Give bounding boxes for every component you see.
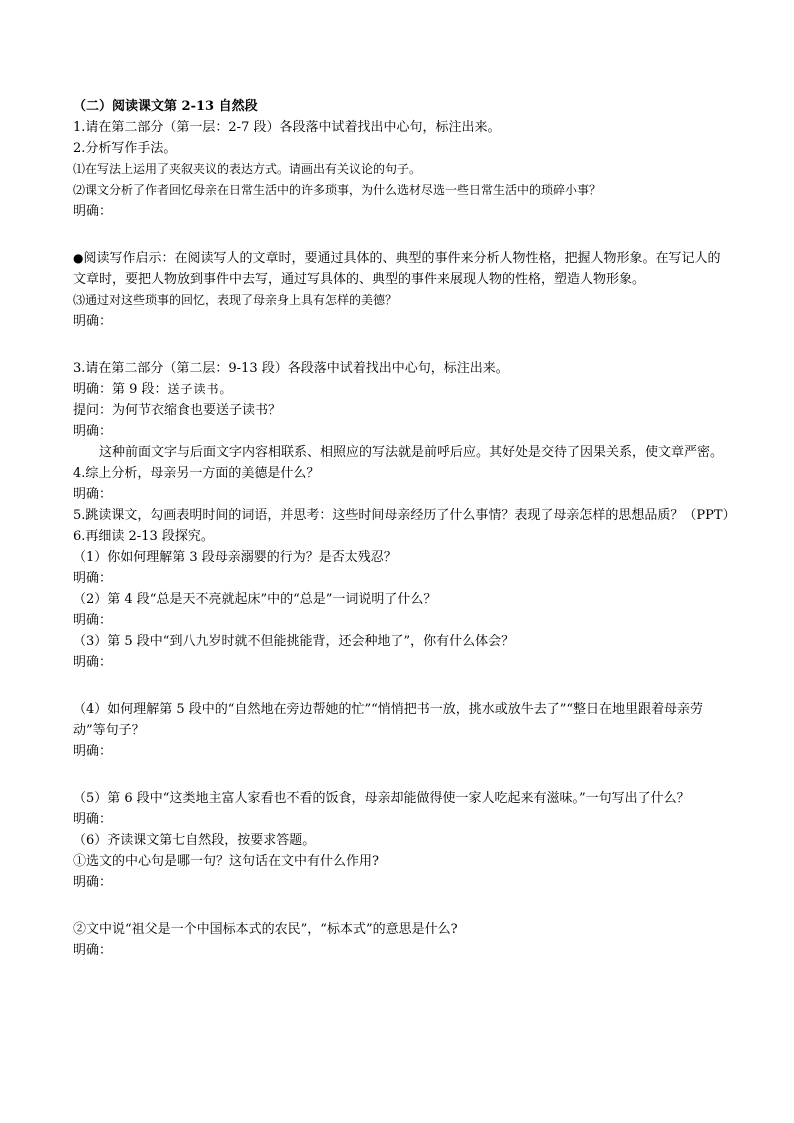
question-6-1: （1）你如何理解第 3 段母亲溺婴的行为？是否太残忍？ bbox=[73, 550, 397, 565]
answer-space bbox=[73, 673, 733, 699]
answer-space bbox=[73, 893, 733, 919]
question-5: 5.跳读课文，勾画表明时间的词语，并思考：这些时间母亲经历了什么事情？表现了母亲怎样的思想品质？（PPT） bbox=[73, 508, 736, 523]
question-2-1: ⑴在写法上运用了夹叙夹议的表达方式。请画出有关议论的句子。 bbox=[73, 162, 422, 176]
answer-label: 明确： bbox=[73, 613, 113, 628]
answer-label: 明确： bbox=[73, 314, 113, 329]
writing-tip-text: 阅读写作启示：在阅读写人的文章时，要通过具体的、典型的事件来分析人物性格，把握人物形象。在写记人的文章时，要把人物放到事件中去写，通过写具体的、典型的事件来展现人物的性格，塑造人物形象。 bbox=[73, 251, 721, 287]
answer-space bbox=[73, 762, 733, 788]
question-6-6: （6）齐读课文第七自然段，按要求答题。 bbox=[73, 833, 316, 848]
bullet-icon: ● bbox=[73, 251, 84, 265]
answer-label: 明确： bbox=[73, 571, 113, 586]
question-2-2: ⑵课文分析了作者回忆母亲在日常生活中的许多琐事，为什么选材尽选一些日常生活中的琐碎小事？ bbox=[73, 183, 602, 197]
question-6-3: （3）第 5 段中“到八九岁时就不但能挑能背，还会种地了”，你有什么体会？ bbox=[73, 634, 515, 649]
answer-prefix: 明确：第 9 段： bbox=[73, 382, 168, 397]
answer-label: 明确： bbox=[73, 655, 113, 670]
question-3-answer bbox=[73, 379, 733, 400]
answer-label: 明确： bbox=[73, 943, 113, 958]
question-1: 1.请在第二部分（第一层：2-7 段）各段落中试着找出中心句，标注出来。 bbox=[73, 120, 501, 135]
question-6-6b: ②文中说“祖父是一个中国标本式的农民”，“标本式”的意思是什么? bbox=[73, 922, 458, 937]
question-6: 6.再细读 2-13 段探究。 bbox=[73, 529, 214, 544]
answer-label: 明确： bbox=[73, 424, 113, 439]
answer-label: 明确： bbox=[73, 487, 113, 502]
answer-label: 明确： bbox=[73, 204, 113, 219]
question-3: 3.请在第二部分（第二层：9-13 段）各段落中试着找出中心句，标注出来。 bbox=[73, 361, 509, 376]
answer-label: 明确： bbox=[73, 744, 113, 759]
question-6-2: （2）第 4 段“总是天不亮就起床”中的“总是”一词说明了什么？ bbox=[73, 592, 437, 607]
question-6-5: （5）第 6 段中“这类地主富人家看也不看的饭食，母亲却能做得使一家人吃起来有滋味。”一句写出了什么？ bbox=[73, 791, 690, 806]
question-2-3: ⑶通过对这些琐事的回忆，表现了母亲身上具有怎样的美德？ bbox=[73, 293, 398, 307]
answer-space bbox=[73, 332, 733, 358]
section-heading: （二）阅读课文第 2-13 自然段 bbox=[73, 99, 258, 114]
question-3-note: 这种前面文字与后面文字内容相联系、相照应的写法就是前呼后应。其好处是交待了因果关系，使文章严密。 bbox=[99, 445, 724, 460]
writing-tip bbox=[73, 248, 733, 290]
question-2: 2.分析写作手法。 bbox=[73, 141, 177, 156]
question-3-ask: 提问：为何节衣缩食也要送子读书？ bbox=[73, 403, 282, 418]
question-4: 4.综上分析，母亲另一方面的美德是什么？ bbox=[73, 466, 320, 481]
question-6-4: （4）如何理解第 5 段中的“自然地在旁边帮她的忙”“悄悄把书一放，挑水或放牛去了”“整日在地里跟着母亲劳动”等句子？ bbox=[73, 702, 704, 738]
answer-label: 明确： bbox=[73, 875, 113, 890]
answer-space bbox=[73, 222, 733, 248]
answer-label: 明确： bbox=[73, 812, 113, 827]
question-6-6a: ①选文的中心句是哪一句？这句话在文中有什么作用? bbox=[73, 854, 379, 869]
document-page bbox=[73, 96, 736, 961]
handwritten-answer: 送子读书。 bbox=[167, 382, 233, 396]
